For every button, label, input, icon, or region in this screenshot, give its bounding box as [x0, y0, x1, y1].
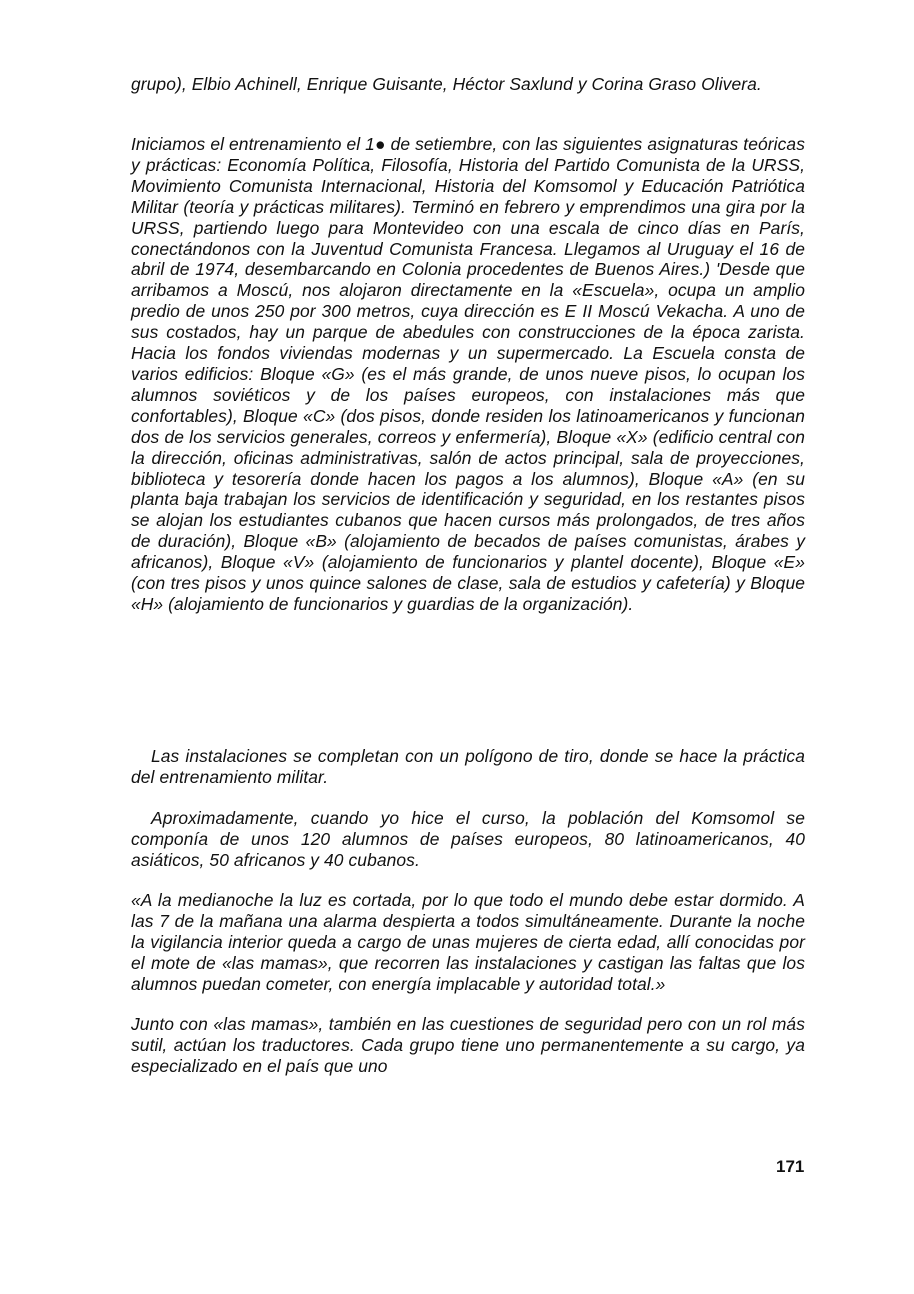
paragraph-5: «A la medianoche la luz es cortada, por lo que todo el mundo debe estar dormido. A las 7 de la mañana una alarma despierta a todos simultáneamente. Durante la noche la vigilancia interior queda a cargo de unas mujeres de cierta edad, allí conocidas por el mote de «las mamas», que recorren las instalaciones y castigan las faltas que los alumnos puedan cometer, con energía implacable y autoridad total.»: [131, 890, 805, 994]
paragraph-3: Las instalaciones se completan con un polígono de tiro, donde se hace la práctica del entrenamiento militar.: [131, 746, 805, 787]
paragraph-6: Junto con «las mamas», también en las cuestiones de seguridad pero con un rol más sutil, actúan los traductores. Cada grupo tiene uno permanentemente a su cargo, ya especializado en el país que uno: [131, 1014, 805, 1076]
paragraph-4: Aproximadamente, cuando yo hice el curso, la población del Komsomol se componía de unos 120 alumnos de países europeos, 80 latinoamericanos, 40 asiáticos, 50 africanos y 40 cubanos.: [131, 808, 805, 870]
paragraph-1: grupo), Elbio Achinell, Enrique Guisante, Héctor Saxlund y Corina Graso Olivera.: [131, 74, 762, 94]
paragraph-2: Iniciamos el entrenamiento el 1● de setiembre, con las siguientes asignaturas teóricas y prácticas: Economía Política, Filosofía, Historia del Partido Comunista de la URSS, Movimiento Comunista Internacional, Historia del Komsomol y Educación Patriótica Militar (teoría y prácticas militares). Terminó en febrero y emprendimos una gira por la URSS, partiendo luego para Montevideo con una escala de cinco días en París, conectándonos con la Juventud Comunista Francesa. Llegamos al Uruguay el 16 de abril de 1974, desembarcando en Colonia procedentes de Buenos Aires.) 'Desde que arribamos a Moscú, nos alojaron directamente en la «Escuela», ocupa un amplio predio de unos 250 por 300 metros, cuya dirección es E II Moscú Vekacha. A uno de sus costados, hay un parque de abedules con construcciones de la época zarista. Hacia los fondos viviendas modernas y un supermercado. La Escuela consta de varios edificios: Bloque «G» (es el más grande, de unos nueve pisos, lo ocupan los alumnos soviéticos y de los países europeos, con instalaciones más que confortables), Bloque «C» (dos pisos, donde residen los latinoamericanos y funcionan dos de los servicios generales, correos y enfermería), Bloque «X» (edificio central con la dirección, oficinas administrativas, salón de actos principal, sala de proyecciones, biblioteca y tesorería donde hacen los pagos a los alumnos), Bloque «A» (en su planta baja trabajan los servicios de identificación y seguridad, en los restantes pisos se alojan los estudiantes cubanos que hacen cursos más prolongados, de tres años de duración), Bloque «B» (alojamiento de becados de países comunistas, árabes y africanos), Bloque «V» (alojamiento de funcionarios y plantel docente), Bloque «E» (con tres pisos y unos quince salones de clase, sala de estudios y cafetería) y Bloque «H» (alojamiento de funcionarios y guardias de la organización).: [131, 134, 805, 614]
page-number: 171: [776, 1157, 805, 1176]
